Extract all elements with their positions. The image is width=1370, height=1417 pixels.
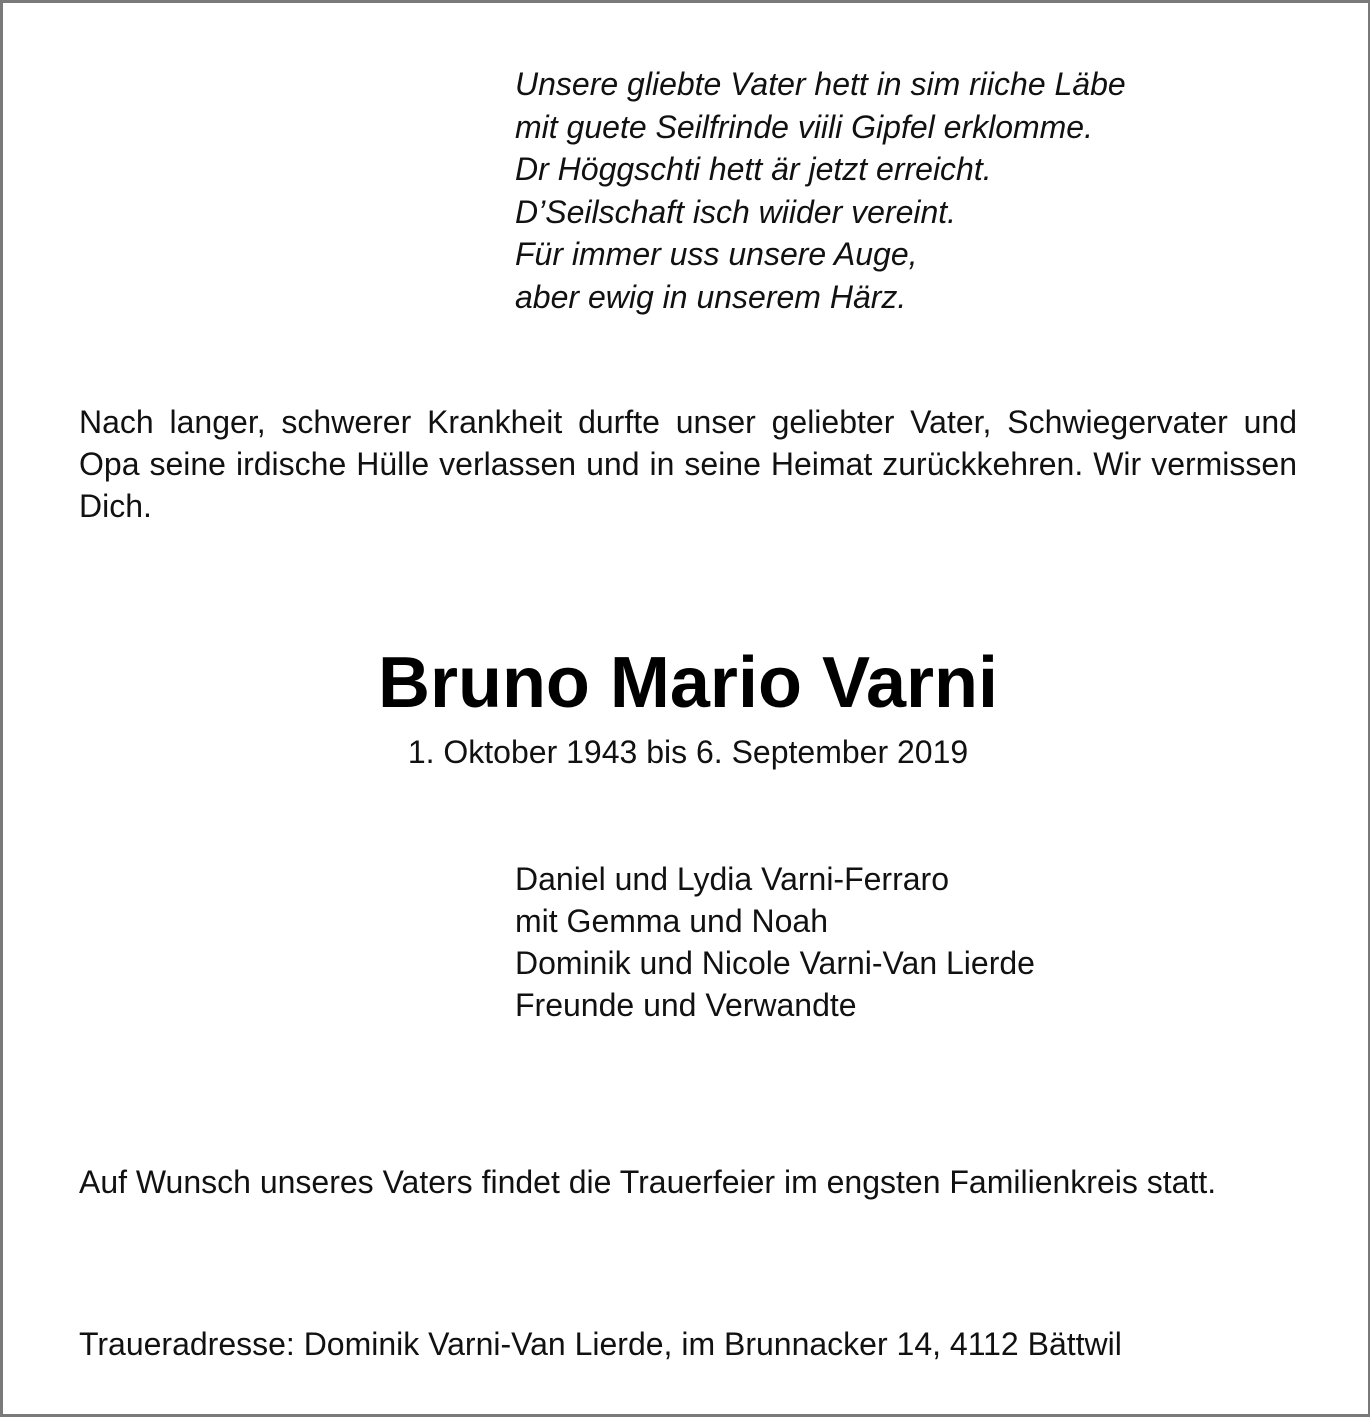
poem-line: D’Seilschaft isch wiider vereint. <box>515 193 957 230</box>
poem-line: Dr Höggschti hett är jetzt erreicht. <box>515 151 992 187</box>
mourner-line: Daniel und Lydia Varni-Ferraro <box>515 861 949 897</box>
mourners-list <box>515 858 1035 1026</box>
deceased-name: Bruno Mario Varni <box>377 643 999 723</box>
poem-line: aber ewig in unserem Härz. <box>515 278 907 315</box>
mourning-address: Traueradresse: Dominik Varni-Van Lierde, im Brunnacker 14, 4112 Bättwil <box>79 1326 1122 1362</box>
mourner-line: mit Gemma und Noah <box>515 903 829 939</box>
intro-paragraph: Nach langer, schwerer Krankheit durfte unser geliebter Vater, Schwiegervater und Opa seine irdische Hülle verlassen und in seine Heimat zurückkehren. Wir vermissen Dich. <box>79 404 1297 524</box>
poem-line: Für immer uss unsere Auge, <box>515 236 918 272</box>
service-paragraph: Auf Wunsch unseres Vaters findet die Trauerfeier im engsten Familienkreis statt. <box>79 1164 1217 1200</box>
mourner-line: Dominik und Nicole Varni-Van Lierde <box>515 945 1035 981</box>
poem-line: mit guete Seilfrinde viili Gipfel erklomme. <box>515 108 1093 145</box>
mourner-line: Freunde und Verwandte <box>515 987 857 1023</box>
life-dates: 1. Oktober 1943 bis 6. September 2019 <box>407 734 969 770</box>
poem <box>515 63 1126 318</box>
poem-line: Unsere gliebte Vater hett in sim riiche Läbe <box>515 66 1126 102</box>
